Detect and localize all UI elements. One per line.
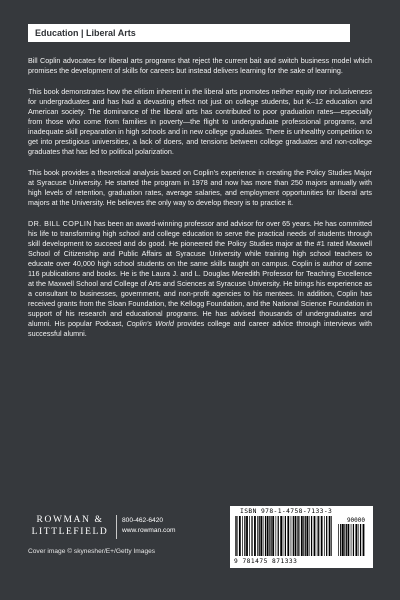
barcode-ean-icon xyxy=(234,516,334,558)
category-banner xyxy=(28,24,350,42)
barcode-addon-icon xyxy=(337,524,367,558)
barcode-box xyxy=(230,506,373,568)
price-code: 90000 xyxy=(346,517,365,524)
publisher-logo-line2: LITTLEFIELD xyxy=(31,527,109,537)
author-bio xyxy=(28,219,372,339)
author-bio-end: provides college and career advice through interviews with successful alumni. xyxy=(28,319,372,338)
isbn-label: ISBN 978-1-4758-7133-3 xyxy=(240,508,333,515)
publisher-contact xyxy=(122,516,176,536)
publisher-logo xyxy=(28,514,112,538)
paragraph-thesis: This book demonstrates how the elitism inherent in the liberal arts promotes neither equity nor inclusiveness for undergraduates and has had a devasting effect not just on college students, but K–12 education and American society. The dominance of the liberal arts has contributed to poor graduation rates—especially from those who come from families in poverty—the flight to undergraduate professional programs, and inadequate skill preparation in high schools and in new college graduates. There is unhealthy competition to get into prestigious universities, a lack of doers, and tensions between college graduates and non-college graduates that has led to political polarization. xyxy=(28,87,372,156)
cover-credit: Cover image © skynesher/E+/Getty Images xyxy=(28,548,156,555)
publisher-divider xyxy=(116,515,117,539)
publisher-logo-line1: ROWMAN & xyxy=(36,515,104,525)
publisher-phone: 800-462-6420 xyxy=(122,517,164,524)
author-name: DR. BILL COPLIN xyxy=(28,219,92,228)
back-cover-text xyxy=(28,56,372,350)
category-label: Education | Liberal Arts xyxy=(35,28,136,38)
publisher-website: www.rowman.com xyxy=(122,527,176,534)
author-bio-text: has been an award-winning professor and advisor for over 65 years. He has committed his life to transforming high school and college education to serve the practical needs of students through skill development to succeed and do good. He pioneered the Policy Studies major at the #1 rated Maxwell School of Citizenship and Public Affairs at Syracuse University while training high school teachers to educate over 40,000 high school students on the same skills taught on campus. Coplin is author of some 116 publications and books. He is the Laura J. and L. Douglas Meredith Professor for Teaching Excellence at the Maxwell School and College of Arts and Sciences at Syracuse University. He brings his experience as a consultant to businesses, government, and non-profit agencies to his mentees. In addition, Coplin has received grants from the Sloan Foundation, the Kellogg Foundation, and the National Science Foundation in support of his research and educational programs. He has advised thousands of undergraduates and alumni. His popular Podcast, xyxy=(28,219,372,328)
podcast-title: Coplin's World xyxy=(126,319,174,328)
paragraph-intro: Bill Coplin advocates for liberal arts programs that reject the current bait and switch business model which promises the development of skills for careers but instead delivers learning for the sake of learning. xyxy=(28,56,372,75)
paragraph-analysis: This book provides a theoretical analysis based on Coplin's experience in creating the Policy Studies Major at Syracuse University. He started the program in 1978 and now has more than 250 majors annually with high levels of retention, graduation rates, average salaries, and employment opportunities for liberal arts majors at the University. He believes the only way to develop theory is to practice it. xyxy=(28,168,372,207)
ean-digits: 9 781475 871333 xyxy=(234,558,298,565)
